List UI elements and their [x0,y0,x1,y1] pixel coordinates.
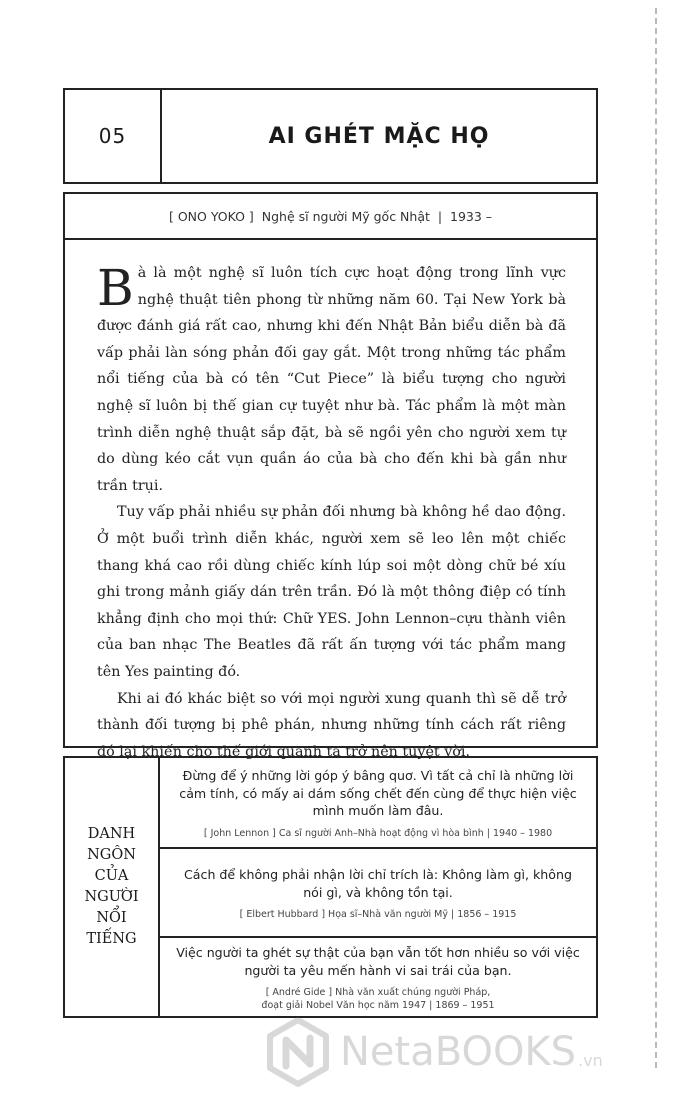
quotes-label-line: NỔI [96,910,127,926]
paragraph-1-text: à là một nghệ sĩ luôn tích cực hoạt động trong lĩnh vực nghệ thuật tiên phong từ những năm 60. Tại New York bà được đánh giá rất cao, nhưng khi đến Nhật Bản biểu diễn bà đã vấp phải làn sóng phản đối gay gắt. Một trong những tác phẩm nổi tiếng của bà có tên “Cut Piece” là biểu tượng cho người nghệ sĩ luôn bị thế gian cự tuyệt như bà. Tác phẩm là một màn trình diễn nghệ thuật sắp đặt, bà sẽ ngồi yên cho người xem tự do dùng kéo cắt vụn quần áo của bà cho đến khi bà gần như trần trụi. [97,265,566,494]
subject-subtitle: [ ONO YOKO ] Nghệ sĩ người Mỹ gốc Nhật | 1933 – [65,194,596,240]
quote-item [160,849,596,938]
quotes-label-line: NGÔN [87,847,136,863]
watermark-suffix: .vn [578,1051,603,1070]
paragraph-3: Khi ai đó khác biệt so với mọi người xung quanh thì sẽ dễ trở thành đối tượng bị phê phán, nhưng những tính cách rất riêng đó lại khiến cho thế giới quanh ta trở nên tuyệt vời. [97,690,566,760]
quote-attribution: [ John Lennon ] Ca sĩ người Anh–Nhà hoạt động vì hòa bình | 1940 – 1980 [203,827,553,839]
chapter-number: 05 [65,90,162,182]
quote-text: Cách để không phải nhận lời chỉ trích là: Không làm gì, không nói gì, và không tồn tại. [184,867,572,900]
n-logo-icon [262,1016,334,1088]
quotes-label-line: DANH [87,826,136,842]
quote-item [160,938,596,1016]
quote-attribution: [ André Gide ] Nhà văn xuất chúng người Pháp, đoạt giải Nobel Văn học năm 1947 | 1869 – 1951 [261,987,495,1011]
main-content-box [63,192,598,760]
famous-quotes-box [63,756,598,1018]
body-text [65,240,596,765]
watermark [262,1012,692,1092]
quote-text: Đừng để ý những lời góp ý bâng quơ. Vì tất cả chỉ là những lời cảm tính, có mấy ai dám sống chết đến cùng để thực hiện việc mình muốn làm đâu. [179,768,577,819]
quote-text: Việc người ta ghét sự thật của bạn vẫn tốt hơn nhiều so với việc người ta yêu mến hành vi sai trái của bạn. [176,945,580,978]
watermark-brand: NetaBOOKS [340,1029,577,1075]
chapter-title: AI GHÉT MẶC HỌ [268,123,490,149]
quote-attribution: [ Elbert Hubbard ] Họa sĩ–Nhà văn người Mỹ | 1856 – 1915 [239,909,517,921]
paragraph-2: Tuy vấp phải nhiều sự phản đối nhưng bà không hề dao động. Ở một buổi trình diễn khác, người xem sẽ leo lên một chiếc thang khá cao rồi dùng chiếc kính lúp soi một dòng chữ bé xíu ghi trong mảnh giấy dán trên trần. Đó là một thông điệp có tính khẳng định cho mọi thứ: Chữ YES. John Lennon–cựu thành viên của ban nhạc The Beatles đã rất ấn tượng với tác phẩm mang tên Yes painting đó. [97,504,566,680]
quotes-list [160,758,596,1016]
quote-item [160,758,596,849]
quotes-label-line: NGƯỜI [84,889,139,905]
quotes-label [65,758,160,1016]
drop-cap: B [97,259,134,317]
paragraph-1 [97,260,566,499]
chapter-header [63,88,598,184]
quotes-label-line: TIẾNG [86,931,137,947]
quotes-label-line: CỦA [94,868,129,884]
page-edge-dashed-line [655,8,657,1068]
